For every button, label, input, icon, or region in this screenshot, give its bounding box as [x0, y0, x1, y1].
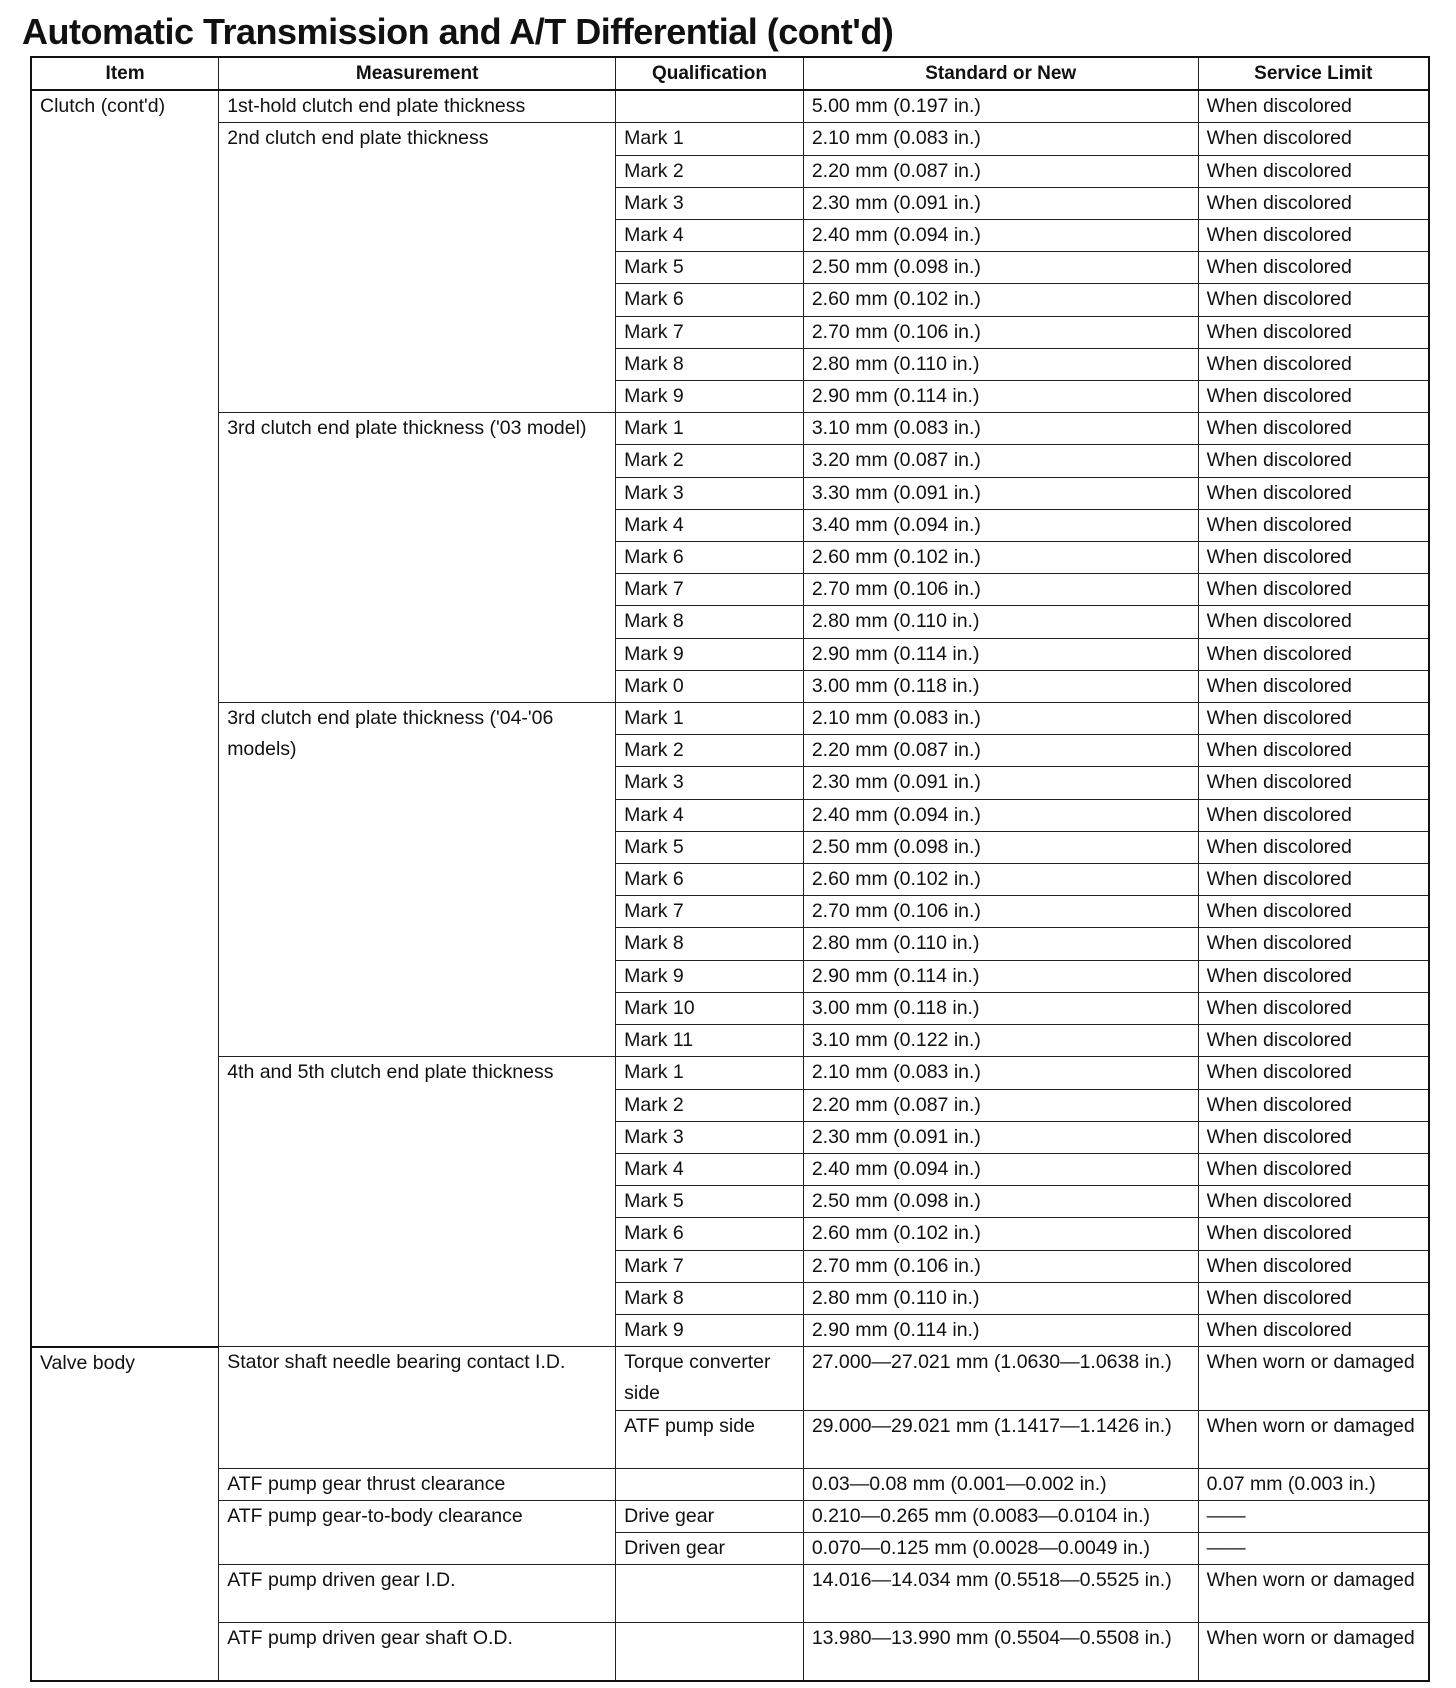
- qualification-cell: [616, 1565, 804, 1623]
- standard-cell: 2.90 mm (0.114 in.): [803, 638, 1198, 670]
- service-limit-cell: When worn or damaged: [1198, 1410, 1429, 1468]
- standard-cell: 2.80 mm (0.110 in.): [803, 928, 1198, 960]
- standard-cell: 0.210—0.265 mm (0.0083—0.0104 in.): [803, 1500, 1198, 1532]
- header-standard: Standard or New: [803, 57, 1198, 90]
- measurement-cell: 3rd clutch end plate thickness ('04-'06 models): [219, 703, 616, 1057]
- standard-cell: 2.80 mm (0.110 in.): [803, 1282, 1198, 1314]
- service-limit-cell: When discolored: [1198, 155, 1429, 187]
- standard-cell: 3.30 mm (0.091 in.): [803, 477, 1198, 509]
- qualification-cell: Mark 4: [616, 1153, 804, 1185]
- service-limit-cell: When worn or damaged: [1198, 1623, 1429, 1681]
- item-cell: Clutch (cont'd): [31, 90, 219, 1346]
- table-row: [31, 1057, 1429, 1089]
- standard-cell: 2.40 mm (0.094 in.): [803, 799, 1198, 831]
- table-row: [31, 1468, 1429, 1500]
- page-title: Automatic Transmission and A/T Differential (cont'd): [22, 11, 894, 52]
- service-limit-cell: 0.07 mm (0.003 in.): [1198, 1468, 1429, 1500]
- standard-cell: 2.10 mm (0.083 in.): [803, 1057, 1198, 1089]
- service-limit-cell: When discolored: [1198, 638, 1429, 670]
- qualification-cell: Mark 2: [616, 735, 804, 767]
- service-limit-cell: When discolored: [1198, 1186, 1429, 1218]
- qualification-cell: [616, 1468, 804, 1500]
- qualification-cell: Mark 5: [616, 831, 804, 863]
- service-limit-cell: When discolored: [1198, 445, 1429, 477]
- standard-cell: 2.20 mm (0.087 in.): [803, 155, 1198, 187]
- item-cell: Valve body: [31, 1347, 219, 1681]
- qualification-cell: Mark 3: [616, 1121, 804, 1153]
- measurement-cell: ATF pump driven gear shaft O.D.: [219, 1623, 616, 1681]
- standard-cell: 2.80 mm (0.110 in.): [803, 606, 1198, 638]
- table-row: [31, 703, 1429, 735]
- qualification-cell: Mark 6: [616, 1218, 804, 1250]
- standard-cell: 2.70 mm (0.106 in.): [803, 574, 1198, 606]
- measurement-cell: ATF pump gear-to-body clearance: [219, 1500, 616, 1564]
- qualification-cell: Mark 9: [616, 381, 804, 413]
- qualification-cell: Mark 3: [616, 767, 804, 799]
- qualification-cell: Mark 1: [616, 123, 804, 155]
- service-limit-cell: When discolored: [1198, 1089, 1429, 1121]
- service-limit-cell: When discolored: [1198, 831, 1429, 863]
- standard-cell: 3.10 mm (0.122 in.): [803, 1025, 1198, 1057]
- standard-cell: 2.60 mm (0.102 in.): [803, 1218, 1198, 1250]
- measurement-cell: 1st-hold clutch end plate thickness: [219, 90, 616, 123]
- qualification-cell: Mark 9: [616, 638, 804, 670]
- service-limit-cell: When discolored: [1198, 477, 1429, 509]
- header-service-limit: Service Limit: [1198, 57, 1429, 90]
- table-row: [31, 1623, 1429, 1681]
- service-limit-cell: When worn or damaged: [1198, 1347, 1429, 1410]
- service-limit-cell: When discolored: [1198, 928, 1429, 960]
- service-limit-cell: When discolored: [1198, 1057, 1429, 1089]
- service-limit-cell: When discolored: [1198, 896, 1429, 928]
- qualification-cell: Mark 5: [616, 252, 804, 284]
- standard-cell: 5.00 mm (0.197 in.): [803, 90, 1198, 123]
- standard-cell: 3.40 mm (0.094 in.): [803, 509, 1198, 541]
- service-limit-cell: When discolored: [1198, 767, 1429, 799]
- service-limit-cell: ——: [1198, 1532, 1429, 1564]
- qualification-cell: [616, 90, 804, 123]
- measurement-cell: ATF pump driven gear I.D.: [219, 1565, 616, 1623]
- header-row: [31, 57, 1429, 90]
- service-limit-cell: When discolored: [1198, 220, 1429, 252]
- service-limit-cell: When discolored: [1198, 316, 1429, 348]
- qualification-cell: Mark 7: [616, 316, 804, 348]
- service-limit-cell: When discolored: [1198, 1282, 1429, 1314]
- service-limit-cell: ——: [1198, 1500, 1429, 1532]
- service-limit-cell: When discolored: [1198, 542, 1429, 574]
- qualification-cell: Mark 4: [616, 220, 804, 252]
- service-limit-cell: When discolored: [1198, 381, 1429, 413]
- qualification-cell: Mark 5: [616, 1186, 804, 1218]
- qualification-cell: Mark 9: [616, 1314, 804, 1346]
- qualification-cell: Mark 6: [616, 542, 804, 574]
- service-limit-cell: When discolored: [1198, 1250, 1429, 1282]
- service-limit-cell: When discolored: [1198, 348, 1429, 380]
- qualification-cell: Mark 4: [616, 799, 804, 831]
- measurement-cell: 3rd clutch end plate thickness ('03 model): [219, 413, 616, 703]
- measurement-cell: Stator shaft needle bearing contact I.D.: [219, 1347, 616, 1468]
- spec-table: [30, 56, 1430, 1682]
- service-limit-cell: When discolored: [1198, 670, 1429, 702]
- standard-cell: 2.30 mm (0.091 in.): [803, 767, 1198, 799]
- standard-cell: 0.03—0.08 mm (0.001—0.002 in.): [803, 1468, 1198, 1500]
- measurement-cell: 4th and 5th clutch end plate thickness: [219, 1057, 616, 1347]
- service-limit-cell: When discolored: [1198, 1025, 1429, 1057]
- qualification-cell: Drive gear: [616, 1500, 804, 1532]
- qualification-cell: Mark 0: [616, 670, 804, 702]
- service-limit-cell: When discolored: [1198, 413, 1429, 445]
- qualification-cell: [616, 1623, 804, 1681]
- service-limit-cell: When discolored: [1198, 187, 1429, 219]
- standard-cell: 2.60 mm (0.102 in.): [803, 542, 1198, 574]
- table-row: [31, 413, 1429, 445]
- standard-cell: 0.070—0.125 mm (0.0028—0.0049 in.): [803, 1532, 1198, 1564]
- standard-cell: 13.980—13.990 mm (0.5504—0.5508 in.): [803, 1623, 1198, 1681]
- measurement-cell: ATF pump gear thrust clearance: [219, 1468, 616, 1500]
- standard-cell: 2.30 mm (0.091 in.): [803, 1121, 1198, 1153]
- service-limit-cell: When discolored: [1198, 90, 1429, 123]
- qualification-cell: Mark 10: [616, 992, 804, 1024]
- qualification-cell: Mark 7: [616, 896, 804, 928]
- service-limit-cell: When discolored: [1198, 574, 1429, 606]
- table-body: [31, 90, 1429, 1680]
- qualification-cell: Mark 4: [616, 509, 804, 541]
- qualification-cell: Mark 8: [616, 1282, 804, 1314]
- service-limit-cell: When discolored: [1198, 252, 1429, 284]
- qualification-cell: Mark 2: [616, 445, 804, 477]
- standard-cell: 29.000—29.021 mm (1.1417—1.1426 in.): [803, 1410, 1198, 1468]
- qualification-cell: Mark 1: [616, 1057, 804, 1089]
- standard-cell: 2.50 mm (0.098 in.): [803, 252, 1198, 284]
- standard-cell: 3.20 mm (0.087 in.): [803, 445, 1198, 477]
- standard-cell: 2.30 mm (0.091 in.): [803, 187, 1198, 219]
- standard-cell: 2.50 mm (0.098 in.): [803, 1186, 1198, 1218]
- service-limit-cell: When discolored: [1198, 960, 1429, 992]
- standard-cell: 2.70 mm (0.106 in.): [803, 896, 1198, 928]
- qualification-cell: Mark 8: [616, 348, 804, 380]
- standard-cell: 2.50 mm (0.098 in.): [803, 831, 1198, 863]
- service-limit-cell: When discolored: [1198, 1153, 1429, 1185]
- header-qualification: Qualification: [616, 57, 804, 90]
- qualification-cell: Mark 8: [616, 606, 804, 638]
- standard-cell: 2.90 mm (0.114 in.): [803, 1314, 1198, 1346]
- service-limit-cell: When discolored: [1198, 864, 1429, 896]
- qualification-cell: Mark 8: [616, 928, 804, 960]
- service-limit-cell: When discolored: [1198, 509, 1429, 541]
- qualification-cell: Mark 1: [616, 703, 804, 735]
- qualification-cell: Mark 6: [616, 284, 804, 316]
- qualification-cell: Driven gear: [616, 1532, 804, 1564]
- service-limit-cell: When worn or damaged: [1198, 1565, 1429, 1623]
- standard-cell: 3.00 mm (0.118 in.): [803, 992, 1198, 1024]
- standard-cell: 2.80 mm (0.110 in.): [803, 348, 1198, 380]
- service-limit-cell: When discolored: [1198, 284, 1429, 316]
- standard-cell: 2.60 mm (0.102 in.): [803, 284, 1198, 316]
- service-limit-cell: When discolored: [1198, 799, 1429, 831]
- qualification-cell: Mark 2: [616, 155, 804, 187]
- service-limit-cell: When discolored: [1198, 703, 1429, 735]
- standard-cell: 2.60 mm (0.102 in.): [803, 864, 1198, 896]
- standard-cell: 2.70 mm (0.106 in.): [803, 316, 1198, 348]
- qualification-cell: Mark 7: [616, 1250, 804, 1282]
- standard-cell: 2.20 mm (0.087 in.): [803, 735, 1198, 767]
- header-measurement: Measurement: [219, 57, 616, 90]
- table-row: [31, 90, 1429, 123]
- standard-cell: 2.40 mm (0.094 in.): [803, 1153, 1198, 1185]
- table-row: [31, 1565, 1429, 1623]
- standard-cell: 3.10 mm (0.083 in.): [803, 413, 1198, 445]
- standard-cell: 2.90 mm (0.114 in.): [803, 960, 1198, 992]
- qualification-cell: Mark 11: [616, 1025, 804, 1057]
- standard-cell: 2.10 mm (0.083 in.): [803, 123, 1198, 155]
- standard-cell: 27.000—27.021 mm (1.0630—1.0638 in.): [803, 1347, 1198, 1410]
- standard-cell: 2.90 mm (0.114 in.): [803, 381, 1198, 413]
- service-limit-cell: When discolored: [1198, 735, 1429, 767]
- standard-cell: 2.70 mm (0.106 in.): [803, 1250, 1198, 1282]
- measurement-cell: 2nd clutch end plate thickness: [219, 123, 616, 413]
- qualification-cell: Mark 9: [616, 960, 804, 992]
- service-limit-cell: When discolored: [1198, 1218, 1429, 1250]
- qualification-cell: Mark 2: [616, 1089, 804, 1121]
- table-row: [31, 1347, 1429, 1410]
- qualification-cell: Mark 7: [616, 574, 804, 606]
- header-item: Item: [31, 57, 219, 90]
- qualification-cell: Mark 6: [616, 864, 804, 896]
- table-row: [31, 1500, 1429, 1532]
- standard-cell: 2.20 mm (0.087 in.): [803, 1089, 1198, 1121]
- service-limit-cell: When discolored: [1198, 606, 1429, 638]
- standard-cell: 3.00 mm (0.118 in.): [803, 670, 1198, 702]
- service-limit-cell: When discolored: [1198, 1314, 1429, 1346]
- standard-cell: 14.016—14.034 mm (0.5518—0.5525 in.): [803, 1565, 1198, 1623]
- qualification-cell: ATF pump side: [616, 1410, 804, 1468]
- service-limit-cell: When discolored: [1198, 123, 1429, 155]
- standard-cell: 2.10 mm (0.083 in.): [803, 703, 1198, 735]
- service-limit-cell: When discolored: [1198, 1121, 1429, 1153]
- standard-cell: 2.40 mm (0.094 in.): [803, 220, 1198, 252]
- qualification-cell: Mark 1: [616, 413, 804, 445]
- qualification-cell: Mark 3: [616, 187, 804, 219]
- qualification-cell: Mark 3: [616, 477, 804, 509]
- qualification-cell: Torque converter side: [616, 1347, 804, 1410]
- service-limit-cell: When discolored: [1198, 992, 1429, 1024]
- table-row: [31, 123, 1429, 155]
